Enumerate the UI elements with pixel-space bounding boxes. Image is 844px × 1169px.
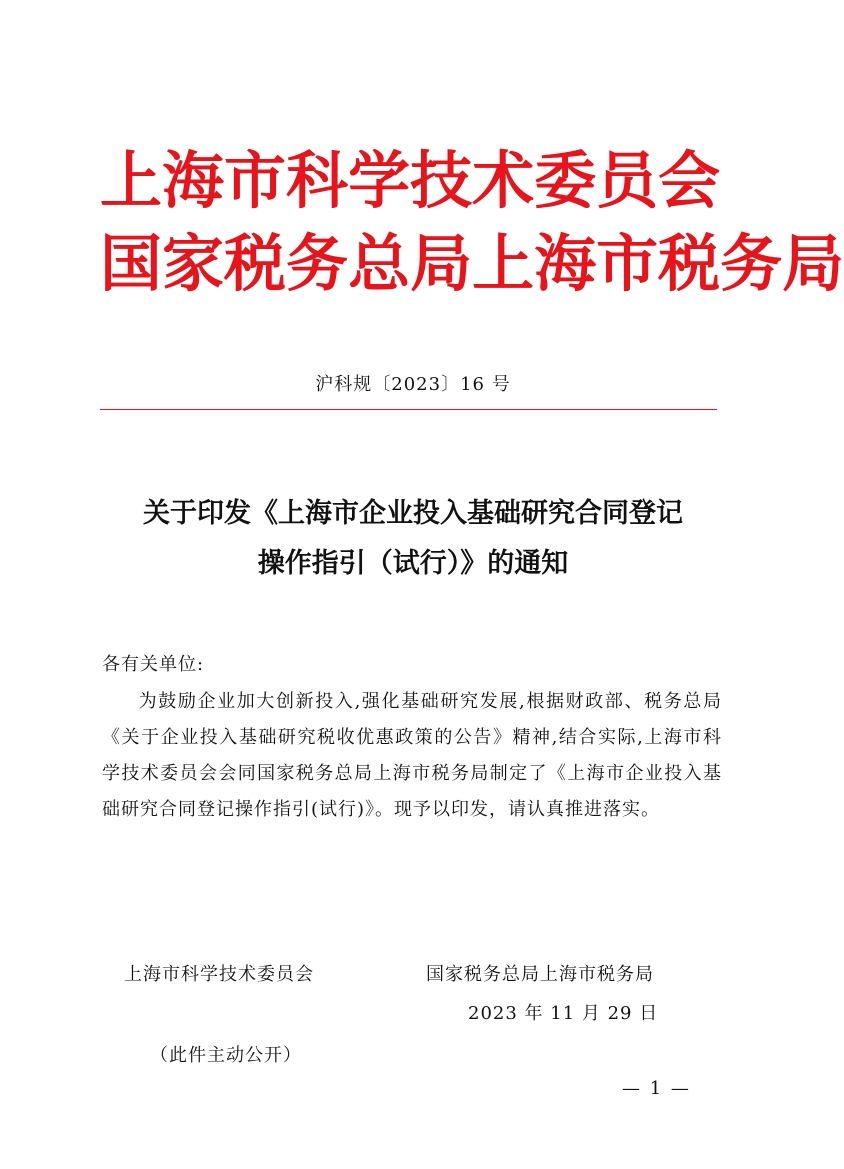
signature-date: 2023 年 11 月 29 日 — [468, 1003, 659, 1024]
document-title-line-2: 操作指引（试行）》的通知 — [257, 548, 569, 579]
issuer-char: 市 — [224, 144, 287, 217]
body-paragraph-text: 为鼓励企业加大创新投入,强化基础研究发展,根据财政部、税务总局《关于企业投入基础研究税收优惠政策的公告》精神,结合实际,上海市科学技术委员会会同国家税务总局上海市税务局制定了《上海市企业投入基础研究合同登记操作指引(试行)》。现予以印发，请认真推进落实。 — [102, 691, 722, 820]
issuer-char: 学 — [348, 144, 411, 217]
issuer-char: 科 — [286, 144, 349, 217]
issuer-char: 技 — [410, 144, 473, 217]
page-number: — 1 — — [622, 1078, 691, 1099]
body-paragraph — [102, 684, 722, 828]
issuer-line-1 — [100, 144, 721, 217]
public-disclosure-note: （此件主动公开） — [150, 1045, 302, 1066]
red-divider-line — [100, 409, 717, 410]
signature-left-org: 上海市科学技术委员会 — [124, 964, 314, 985]
issuer-char: 总 — [348, 227, 411, 300]
document-number: 沪科规〔2023〕16 号 — [315, 374, 511, 395]
issuer-char: 税 — [224, 227, 287, 300]
issuer-char: 海 — [162, 144, 225, 217]
issuer-char: 税 — [658, 227, 721, 300]
issuer-char: 务 — [286, 227, 349, 300]
issuer-char: 委 — [534, 144, 597, 217]
issuer-char: 会 — [658, 144, 721, 217]
issuer-char: 国 — [100, 227, 163, 300]
issuer-char: 术 — [472, 144, 535, 217]
issuer-char: 市 — [596, 227, 659, 300]
issuer-char: 局 — [410, 227, 473, 300]
issuer-line-2 — [100, 227, 844, 300]
issuer-char: 员 — [596, 144, 659, 217]
issuer-char: 家 — [162, 227, 225, 300]
signature-right-org: 国家税务总局上海市税务局 — [426, 964, 654, 985]
issuer-char: 务 — [720, 227, 783, 300]
issuer-char: 上 — [100, 144, 163, 217]
document-title-line-1: 关于印发《上海市企业投入基础研究合同登记 — [143, 498, 683, 529]
salutation: 各有关单位: — [102, 654, 205, 675]
issuer-char: 海 — [534, 227, 597, 300]
issuer-char: 上 — [472, 227, 535, 300]
issuer-char: 局 — [782, 227, 844, 300]
